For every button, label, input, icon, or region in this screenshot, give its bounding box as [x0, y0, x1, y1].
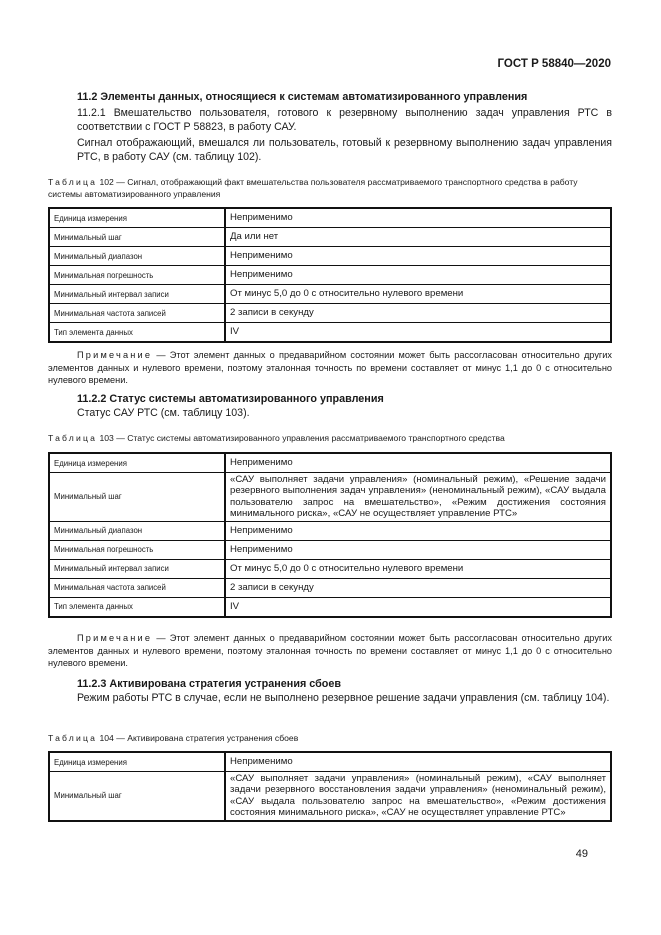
paragraph-11-2-3	[48, 692, 612, 706]
cell-value: Неприменимо	[225, 247, 611, 266]
note-2	[48, 632, 612, 670]
cell-label: Минимальная частота записей	[49, 578, 225, 597]
cell-value: 2 записи в секунду	[225, 304, 611, 323]
cell-label: Минимальный интервал записи	[49, 559, 225, 578]
cell-value: IV	[225, 597, 611, 617]
table-row	[49, 540, 611, 559]
cell-value: Неприменимо	[225, 540, 611, 559]
note-prefix: Примечание	[77, 350, 153, 360]
cell-value: Неприменимо	[225, 752, 611, 772]
paragraph-11-2-2	[48, 407, 612, 421]
cell-label: Минимальный шаг	[49, 228, 225, 247]
cell-value: Неприменимо	[225, 266, 611, 285]
cell-value: «САУ выполняет задачи управления» (номинальный режим), «САУ выполняет задачи резервного восстановления задачи управления» (неноминальный режим), «САУ выдала пользователю запрос на вмешательство», «Режим достижения состояния минимального риска», «САУ не осуществляет управление РТС»	[225, 772, 611, 821]
table-row	[49, 228, 611, 247]
table-104	[48, 751, 612, 822]
table-102-caption	[48, 176, 612, 200]
caption-prefix: Таблица	[48, 433, 98, 443]
paragraph-11-2-1	[48, 107, 612, 134]
table-row	[49, 266, 611, 285]
table-row	[49, 559, 611, 578]
caption-text: 103 — Статус системы автоматизированного управления рассматриваемого транспортного средства	[99, 433, 505, 443]
caption-prefix: Таблица	[48, 733, 98, 743]
table-103-caption	[48, 432, 612, 444]
section-heading-11-2-3: 11.2.3 Активирована стратегия устранения сбоев	[77, 678, 342, 690]
cell-value: От минус 5,0 до 0 с относительно нулевого времени	[225, 285, 611, 304]
cell-value: «САУ выполняет задачи управления» (номинальный режим), «Решение задачи резервного выполнения задач управления» (неноминальный режим), «САУ выдала пользователю запрос на вмешательство», «Режим достижения состояния минимального риска», «САУ не осуществляет управление РТС»	[225, 473, 611, 522]
caption-text: 102 — Сигнал, отображающий факт вмешательства пользователя рассматриваемого транспортного средства в работу системы автоматизированного управления	[48, 177, 578, 199]
cell-label: Тип элемента данных	[49, 597, 225, 617]
cell-label: Минимальная погрешность	[49, 540, 225, 559]
note-prefix: Примечание	[77, 633, 153, 643]
note-1	[48, 349, 612, 387]
table-row	[49, 453, 611, 473]
document-header: ГОСТ Р 58840—2020	[497, 58, 611, 70]
caption-prefix: Таблица	[48, 177, 98, 187]
table-102	[48, 207, 612, 343]
page-number: 49	[575, 848, 588, 860]
table-row	[49, 597, 611, 617]
cell-value: Да или нет	[225, 228, 611, 247]
cell-label: Минимальный интервал записи	[49, 285, 225, 304]
table-row	[49, 521, 611, 540]
paragraph-text: Статус САУ РТС (см. таблицу 103).	[77, 407, 250, 419]
cell-label: Тип элемента данных	[49, 323, 225, 343]
caption-text: 104 — Активирована стратегия устранения сбоев	[99, 733, 299, 743]
cell-label: Минимальный шаг	[49, 473, 225, 522]
cell-value: Неприменимо	[225, 453, 611, 473]
table-row	[49, 304, 611, 323]
paragraph-text: Сигнал отображающий, вмешался ли пользователь, готовый к резервному выполнению задач управления РТС, в работу САУ (см. таблицу 102).	[77, 137, 612, 163]
cell-label: Минимальный диапазон	[49, 247, 225, 266]
paragraph-text: Режим работы РТС в случае, если не выполнено резервное решение задачи управления (см. таблицу 104).	[77, 692, 610, 704]
table-row	[49, 578, 611, 597]
cell-value: Неприменимо	[225, 521, 611, 540]
cell-label: Минимальная частота записей	[49, 304, 225, 323]
cell-label: Минимальный шаг	[49, 772, 225, 821]
cell-value: IV	[225, 323, 611, 343]
cell-value: 2 записи в секунду	[225, 578, 611, 597]
table-row	[49, 752, 611, 772]
table-row	[49, 473, 611, 522]
cell-label: Единица измерения	[49, 208, 225, 228]
cell-label: Единица измерения	[49, 453, 225, 473]
note-text: — Этот элемент данных о предаварийном состоянии может быть рассогласован относительно других элементов данных и нулевого времени, поэтому эталонная точность по времени составляет от минус 1,1 до 0 с относительно нулевого времени.	[48, 633, 612, 668]
table-row	[49, 772, 611, 821]
cell-value: От минус 5,0 до 0 с относительно нулевого времени	[225, 559, 611, 578]
cell-label: Единица измерения	[49, 752, 225, 772]
table-104-caption	[48, 732, 612, 744]
table-row	[49, 323, 611, 343]
section-heading-11-2-2: 11.2.2 Статус системы автоматизированного управления	[77, 393, 384, 405]
cell-value: Неприменимо	[225, 208, 611, 228]
section-heading-11-2: 11.2 Элементы данных, относящиеся к системам автоматизированного управления	[77, 91, 528, 103]
table-row	[49, 285, 611, 304]
cell-label: Минимальный диапазон	[49, 521, 225, 540]
note-text: — Этот элемент данных о предаварийном состоянии может быть рассогласован относительно других элементов данных и нулевого времени, поэтому эталонная точность по времени составляет от минус 1,1 до 0 с относительно нулевого времени.	[48, 350, 612, 385]
paragraph-signal	[48, 137, 612, 164]
cell-label: Минимальная погрешность	[49, 266, 225, 285]
table-103	[48, 452, 612, 618]
paragraph-text: 11.2.1 Вмешательство пользователя, готового к резервному выполнению задач управления РТС в соответствии с ГОСТ Р 58823, в работу САУ.	[77, 107, 612, 133]
table-row	[49, 208, 611, 228]
table-row	[49, 247, 611, 266]
